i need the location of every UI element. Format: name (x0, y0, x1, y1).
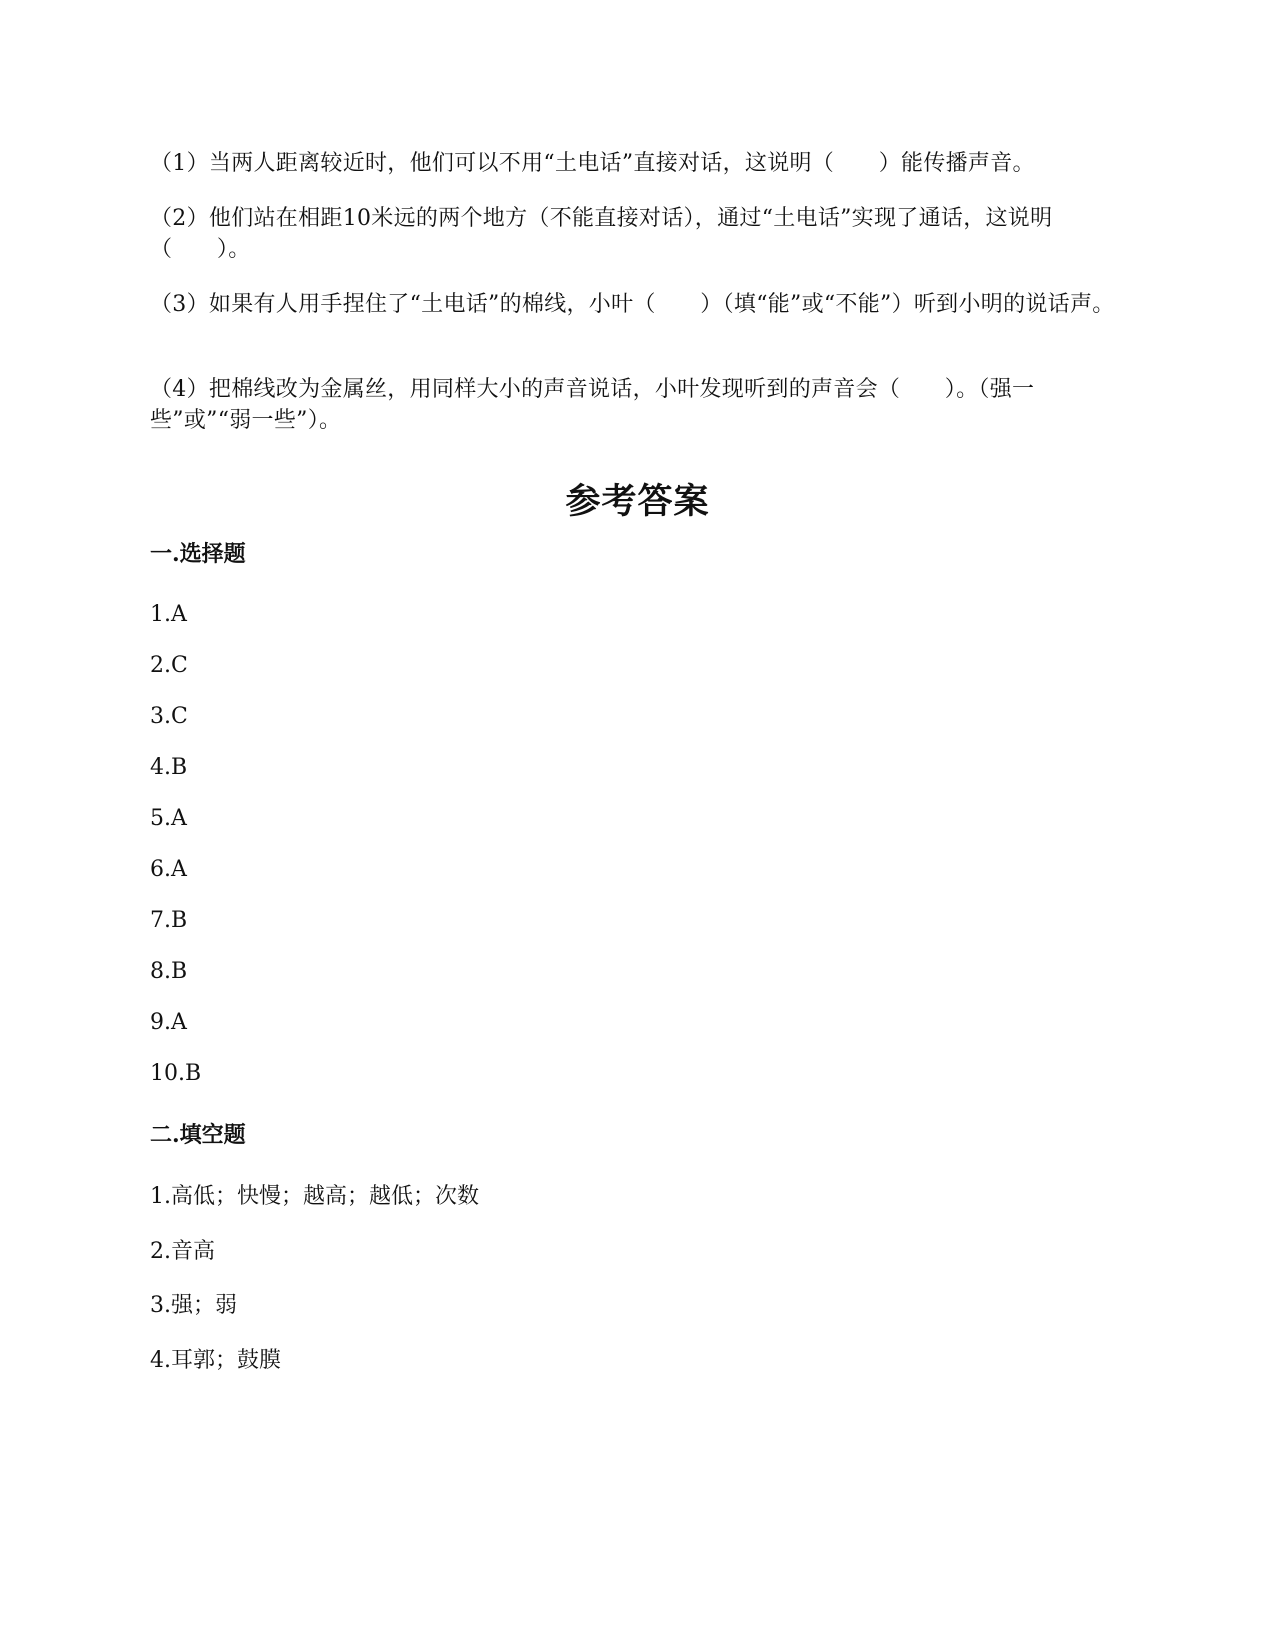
choice-answer: 6.A (150, 857, 187, 882)
question-4: （4）把棉线改为金属丝，用同样大小的声音说话，小叶发现听到的声音会（ ）。（强一些”或”“弱一些”）。 (150, 377, 1035, 433)
section-heading-choice: 一.选择题 (150, 541, 246, 567)
choice-answer: 1.A (150, 602, 187, 627)
choice-answer: 8.B (150, 959, 188, 984)
answer-title: 参考答案 (565, 481, 710, 522)
choice-answer: 2.C (150, 653, 188, 678)
choice-answer: 7.B (150, 908, 188, 933)
choice-answer: 4.B (150, 755, 188, 780)
fill-answer: 2.音高 (150, 1239, 215, 1264)
choice-answer: 3.C (150, 704, 188, 729)
fill-answer: 1.高低；快慢；越高；越低；次数 (150, 1184, 479, 1209)
section-heading-fill: 二.填空题 (150, 1122, 246, 1148)
choice-answer: 9.A (150, 1010, 187, 1035)
question-3: （3）如果有人用手捏住了“土电话”的棉线，小叶（ ）（填“能”或“不能”）听到小明的说话声。 (150, 292, 1115, 317)
fill-answer: 3.强；弱 (150, 1293, 237, 1318)
fill-answer: 4.耳郭；鼓膜 (150, 1348, 281, 1373)
question-1: （1）当两人距离较近时，他们可以不用“土电话”直接对话，这说明（ ）能传播声音。 (150, 151, 1035, 176)
question-2: （2）他们站在相距10米远的两个地方（不能直接对话），通过“土电话”实现了通话，这说明（ ）。 (150, 206, 1053, 262)
choice-answer: 10.B (150, 1061, 202, 1086)
choice-answer: 5.A (150, 806, 187, 831)
